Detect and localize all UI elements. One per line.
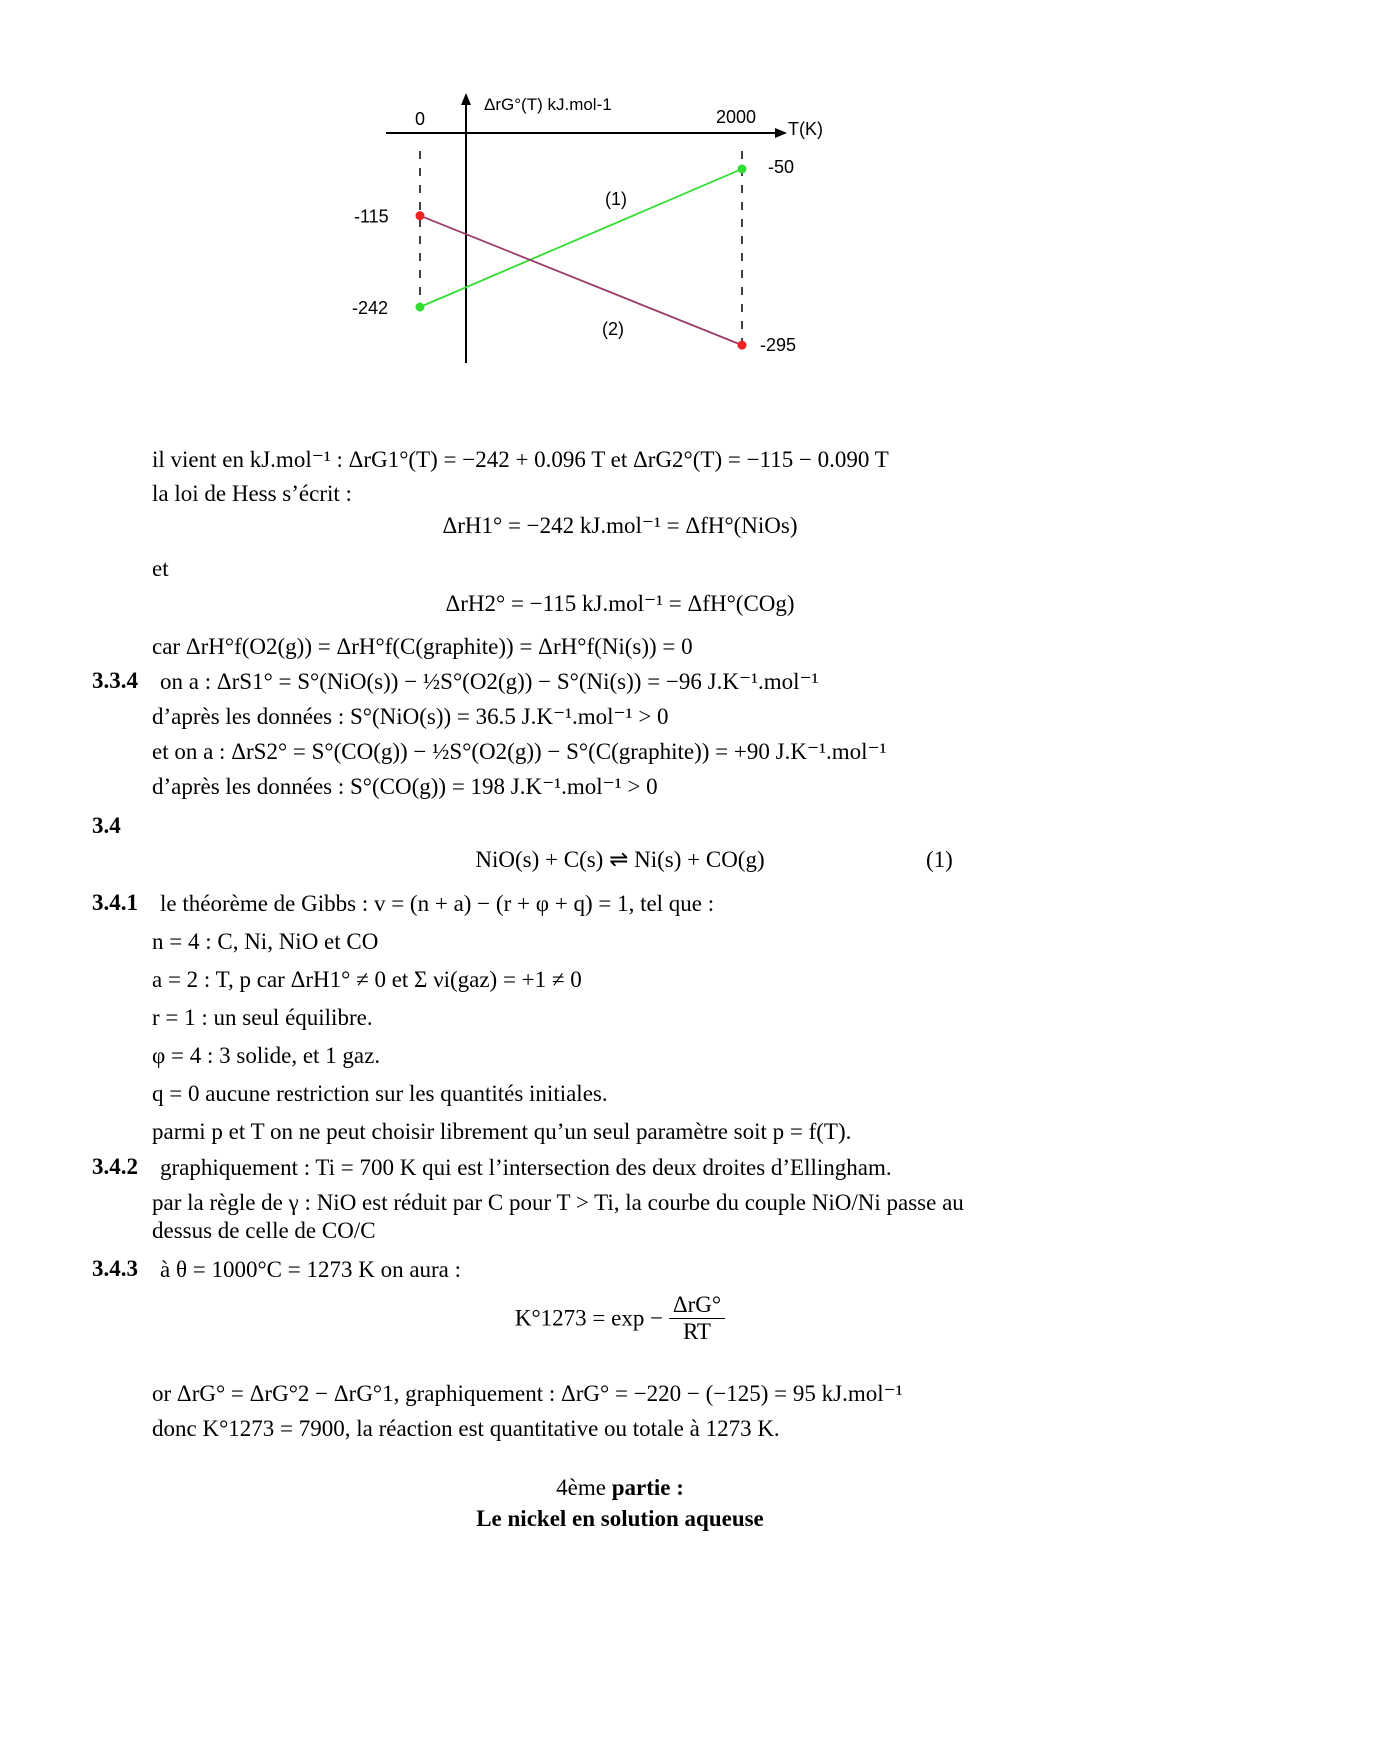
line-gibbs: le théorème de Gibbs : v = (n + a) − (r + φ + q) = 1, tel que : <box>160 891 715 916</box>
reaction-equation: NiO(s) + C(s) ⇌ Ni(s) + CO(g) <box>475 847 765 872</box>
equation-number: (1) <box>926 847 953 872</box>
x-axis-label: T(K) <box>788 119 823 139</box>
part-number: 4ème <box>556 1475 606 1500</box>
y-axis-arrow <box>461 93 471 105</box>
ellingham-chart <box>352 85 940 415</box>
section-number-3-4-1: 3.4.1 <box>92 890 138 915</box>
part-word: partie : <box>611 1475 684 1500</box>
series-line-2 <box>420 216 742 345</box>
series-label: (2) <box>602 319 624 339</box>
line-parmi: parmi p et T on ne peut choisir librement qu’un seul paramètre soit p = f(T). <box>152 1119 852 1144</box>
line-n: n = 4 : C, Ni, NiO et CO <box>152 929 379 954</box>
fraction-denominator: RT <box>682 1319 711 1344</box>
section-number-3-4-3: 3.4.3 <box>92 1256 138 1281</box>
section-number-3-3-4: 3.3.4 <box>92 668 138 693</box>
x-axis-arrow <box>775 128 787 138</box>
data-label: -242 <box>352 298 389 318</box>
data-point <box>738 341 747 350</box>
line-regle: par la règle de γ : NiO est réduit par C pour T > Ti, la courbe du couple NiO/Ni passe au <box>152 1190 964 1215</box>
equation-k-left: K°1273 = exp − <box>514 1305 664 1331</box>
line-et: et <box>152 556 169 581</box>
x-tick-label: 2000 <box>716 107 757 127</box>
data-point <box>416 303 425 312</box>
line-entropy-1: on a : ΔrS1° = S°(NiO(s)) − ½S°(O2(g)) − S°(Ni(s)) = −96 J.K⁻¹.mol⁻¹ <box>160 669 819 694</box>
part-heading <box>0 1474 1240 1502</box>
data-label: -295 <box>760 335 797 356</box>
line-or: or ΔrG° = ΔrG°2 − ΔrG°1, graphiquement : ΔrG° = −220 − (−125) = 95 kJ.mol⁻¹ <box>152 1381 903 1406</box>
data-point <box>738 164 747 173</box>
section-number-3-4-2: 3.4.2 <box>92 1154 138 1179</box>
line-car: car ΔrH°f(O2(g)) = ΔrH°f(C(graphite)) = ΔrH°f(Ni(s)) = 0 <box>152 634 693 659</box>
line-r: r = 1 : un seul équilibre. <box>152 1005 373 1030</box>
equation-h1: ΔrH1° = −242 kJ.mol⁻¹ = ΔfH°(NiOs) <box>442 513 798 538</box>
equation-k <box>0 1292 1240 1345</box>
y-axis-label: ΔrG°(T) kJ.mol-1 <box>484 95 612 114</box>
line-data-nio: d’après les données : S°(NiO(s)) = 36.5 J.K⁻¹.mol⁻¹ > 0 <box>152 704 669 729</box>
x-tick-label: 0 <box>415 109 426 129</box>
line-donc: donc K°1273 = 7900, la réaction est quantitative ou totale à 1273 K. <box>152 1416 780 1441</box>
equation-k-fraction <box>669 1292 725 1345</box>
line-result: il vient en kJ.mol⁻¹ : ΔrG1°(T) = −242 + 0.096 T et ΔrG2°(T) = −115 − 0.090 T <box>152 447 889 472</box>
line-q: q = 0 aucune restriction sur les quantités initiales. <box>152 1081 608 1106</box>
line-phi: φ = 4 : 3 solide, et 1 gaz. <box>152 1043 381 1068</box>
line-hess: la loi de Hess s’écrit : <box>152 481 352 506</box>
series-label: (1) <box>605 189 627 209</box>
part-title: Le nickel en solution aqueuse <box>476 1506 764 1531</box>
equation-h2: ΔrH2° = −115 kJ.mol⁻¹ = ΔfH°(COg) <box>445 591 795 616</box>
line-theta: à θ = 1000°C = 1273 K on aura : <box>160 1257 462 1282</box>
line-dessus: dessus de celle de CO/C <box>152 1218 376 1243</box>
series-line-1 <box>420 169 742 307</box>
line-data-co: d’après les données : S°(CO(g)) = 198 J.K⁻¹.mol⁻¹ > 0 <box>152 774 658 799</box>
data-label: -115 <box>354 206 389 227</box>
fraction-numerator: ΔrG° <box>669 1292 725 1319</box>
data-label: -50 <box>768 156 795 177</box>
line-graphiquement: graphiquement : Ti = 700 K qui est l’intersection des deux droites d’Ellingham. <box>160 1155 892 1180</box>
section-number-3-4: 3.4 <box>92 813 121 838</box>
line-entropy-2: et on a : ΔrS2° = S°(CO(g)) − ½S°(O2(g)) − S°(C(graphite)) = +90 J.K⁻¹.mol⁻¹ <box>152 739 887 764</box>
data-point <box>416 211 425 220</box>
line-a: a = 2 : T, p car ΔrH1° ≠ 0 et Σ νi(gaz) = +1 ≠ 0 <box>152 967 582 992</box>
